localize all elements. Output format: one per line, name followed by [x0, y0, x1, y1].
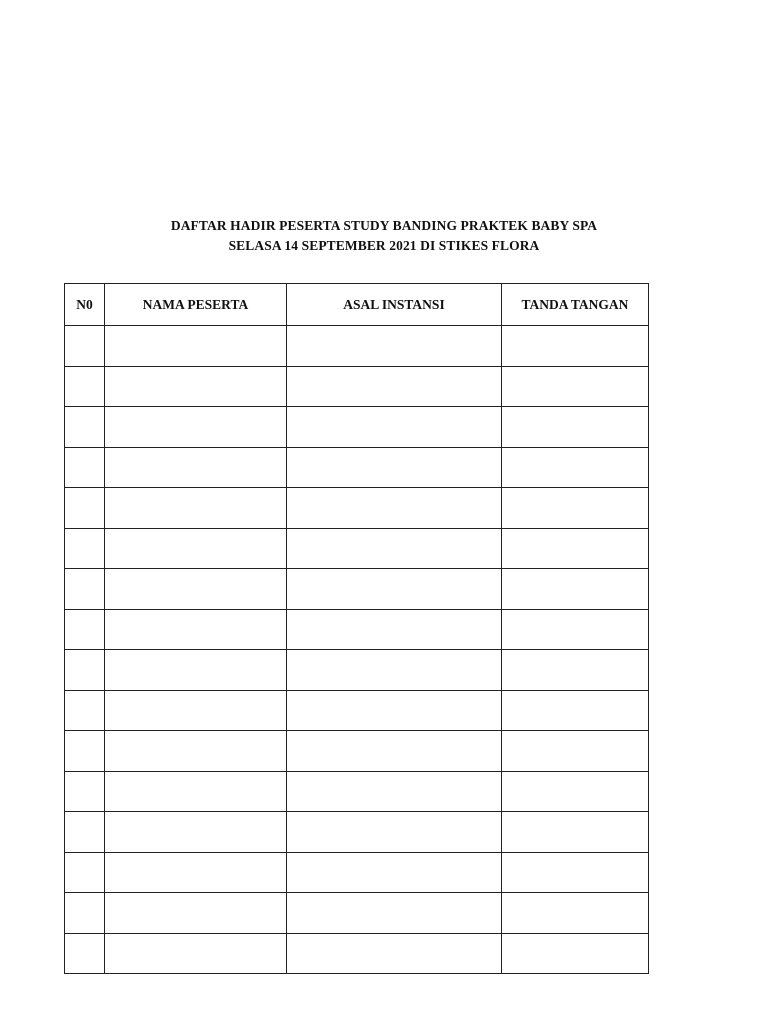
cell-tanda-tangan: [502, 488, 649, 529]
cell-no: [65, 771, 105, 812]
cell-tanda-tangan: [502, 731, 649, 772]
cell-asal-instansi: [287, 650, 502, 691]
cell-nama-peserta: [105, 893, 287, 934]
table-row: [65, 407, 649, 448]
cell-tanda-tangan: [502, 366, 649, 407]
table-row: [65, 326, 649, 367]
cell-no: [65, 731, 105, 772]
table-row: [65, 488, 649, 529]
cell-tanda-tangan: [502, 326, 649, 367]
table-row: [65, 609, 649, 650]
cell-no: [65, 650, 105, 691]
cell-tanda-tangan: [502, 650, 649, 691]
cell-tanda-tangan: [502, 609, 649, 650]
table-row: [65, 933, 649, 974]
attendance-table: [64, 283, 649, 974]
cell-nama-peserta: [105, 731, 287, 772]
cell-nama-peserta: [105, 447, 287, 488]
cell-nama-peserta: [105, 852, 287, 893]
header-nama-peserta: NAMA PESERTA: [105, 284, 287, 326]
table-row: [65, 447, 649, 488]
document-subtitle: SELASA 14 SEPTEMBER 2021 DI STIKES FLORA: [228, 238, 540, 253]
table-row: [65, 893, 649, 934]
cell-asal-instansi: [287, 852, 502, 893]
cell-no: [65, 407, 105, 448]
cell-no: [65, 893, 105, 934]
cell-tanda-tangan: [502, 812, 649, 853]
cell-asal-instansi: [287, 407, 502, 448]
cell-nama-peserta: [105, 812, 287, 853]
table-row: [65, 852, 649, 893]
cell-no: [65, 569, 105, 610]
cell-nama-peserta: [105, 569, 287, 610]
cell-no: [65, 609, 105, 650]
cell-asal-instansi: [287, 569, 502, 610]
cell-nama-peserta: [105, 326, 287, 367]
cell-nama-peserta: [105, 771, 287, 812]
cell-no: [65, 326, 105, 367]
cell-asal-instansi: [287, 933, 502, 974]
cell-asal-instansi: [287, 771, 502, 812]
cell-asal-instansi: [287, 528, 502, 569]
cell-tanda-tangan: [502, 407, 649, 448]
cell-tanda-tangan: [502, 528, 649, 569]
cell-asal-instansi: [287, 447, 502, 488]
table-row: [65, 528, 649, 569]
cell-no: [65, 488, 105, 529]
cell-asal-instansi: [287, 893, 502, 934]
cell-asal-instansi: [287, 690, 502, 731]
header-tanda-tangan: TANDA TANGAN: [502, 284, 649, 326]
table-row: [65, 771, 649, 812]
cell-nama-peserta: [105, 488, 287, 529]
table-row: [65, 731, 649, 772]
table-row: [65, 366, 649, 407]
table-row: [65, 569, 649, 610]
cell-nama-peserta: [105, 650, 287, 691]
table-row: [65, 650, 649, 691]
cell-tanda-tangan: [502, 852, 649, 893]
document-title: DAFTAR HADIR PESERTA STUDY BANDING PRAKTEK BABY SPA: [170, 218, 598, 233]
cell-nama-peserta: [105, 528, 287, 569]
table-row: [65, 690, 649, 731]
cell-no: [65, 812, 105, 853]
cell-nama-peserta: [105, 933, 287, 974]
cell-asal-instansi: [287, 609, 502, 650]
cell-no: [65, 447, 105, 488]
table-row: [65, 812, 649, 853]
cell-asal-instansi: [287, 731, 502, 772]
cell-asal-instansi: [287, 326, 502, 367]
cell-tanda-tangan: [502, 447, 649, 488]
cell-no: [65, 528, 105, 569]
cell-asal-instansi: [287, 488, 502, 529]
cell-nama-peserta: [105, 690, 287, 731]
cell-asal-instansi: [287, 366, 502, 407]
cell-nama-peserta: [105, 366, 287, 407]
cell-no: [65, 933, 105, 974]
cell-no: [65, 690, 105, 731]
cell-tanda-tangan: [502, 933, 649, 974]
cell-asal-instansi: [287, 812, 502, 853]
cell-tanda-tangan: [502, 690, 649, 731]
table-body: [65, 326, 649, 974]
cell-nama-peserta: [105, 407, 287, 448]
cell-tanda-tangan: [502, 893, 649, 934]
header-no: N0: [65, 284, 105, 326]
header-asal-instansi: ASAL INSTANSI: [287, 284, 502, 326]
cell-nama-peserta: [105, 609, 287, 650]
cell-tanda-tangan: [502, 569, 649, 610]
cell-no: [65, 852, 105, 893]
table-header-row: [65, 284, 649, 326]
cell-tanda-tangan: [502, 771, 649, 812]
cell-no: [65, 366, 105, 407]
